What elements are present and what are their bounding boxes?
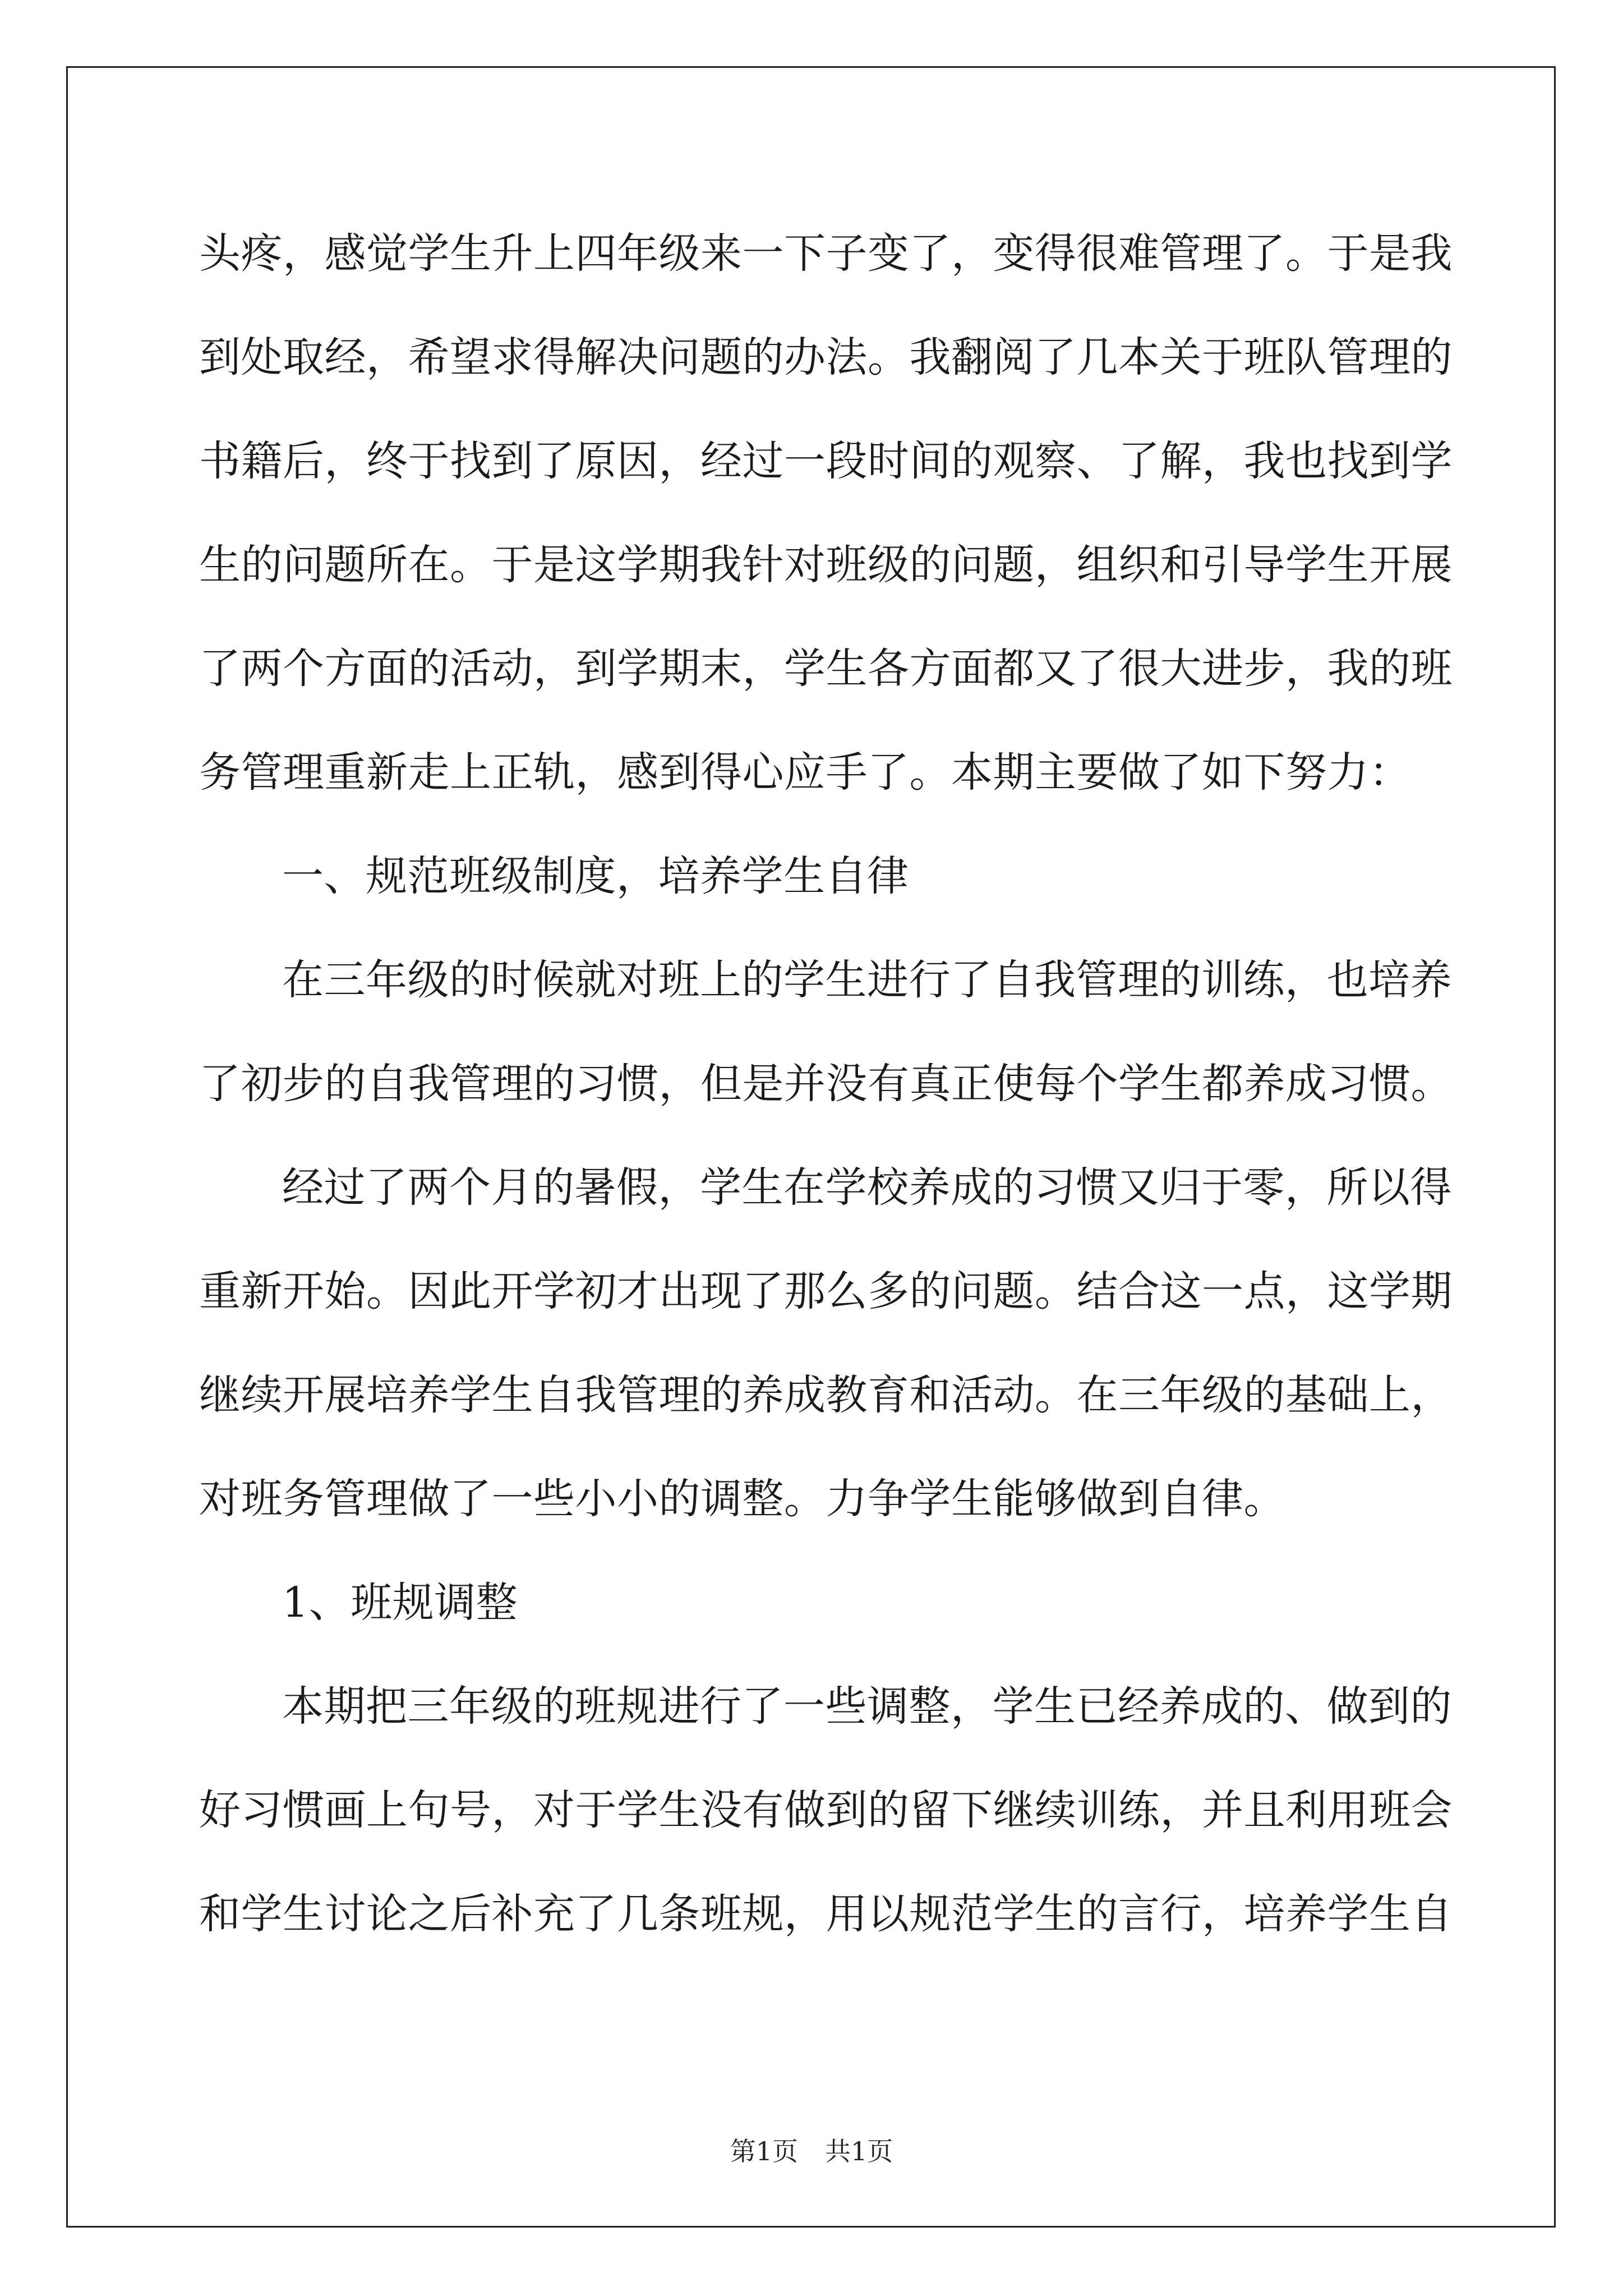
page-number-current: 第1页 [730,2136,798,2166]
text-line: 和学生讨论之后补充了几条班规，用以规范学生的言行，培养学生自 [199,1890,1453,1938]
text-line: 了两个方面的活动，到学期末，学生各方面都又了很大进步，我的班 [199,645,1453,693]
text-line: 书籍后，终于找到了原因，经过一段时间的观察、了解，我也找到学 [199,437,1453,485]
text-line: 重新开始。因此开学初才出现了那么多的问题。结合这一点，这学期 [199,1267,1453,1315]
document-body [199,202,1453,1966]
text-line: 本期把三年级的班规进行了一些调整，学生已经养成的、做到的 [282,1682,1452,1731]
text-line: 好习惯画上句号，对于学生没有做到的留下继续训练，并且利用班会 [199,1786,1453,1834]
text-line: 对班务管理做了一些小小的调整。力争学生能够做到自律。 [199,1475,1285,1523]
text-line: 在三年级的时候就对班上的学生进行了自我管理的训练，也培养 [282,956,1452,1004]
text-line: 继续开展培养学生自我管理的养成教育和活动。在三年级的基础上， [199,1371,1453,1419]
text-line: 生的问题所在。于是这学期我针对班级的问题，组织和引导学生开展 [199,541,1453,589]
text-line: 1、班规调整 [282,1579,518,1627]
text-line: 经过了两个月的暑假，学生在学校养成的习惯又归于零，所以得 [282,1163,1452,1212]
text-line: 一、规范班级制度，培养学生自律 [282,852,909,900]
text-line: 了初步的自我管理的习惯，但是并没有真正使每个学生都养成习惯。 [199,1060,1453,1108]
text-line: 头疼，感觉学生升上四年级来一下子变了，变得很难管理了。于是我 [199,229,1453,278]
text-line: 务管理重新走上正轨，感到得心应手了。本期主要做了如下努力： [199,748,1411,797]
page-footer [0,2134,1623,2168]
text-line: 到处取经，希望求得解决问题的办法。我翻阅了几本关于班队管理的 [199,333,1453,381]
page-number-total: 共1页 [825,2136,893,2166]
